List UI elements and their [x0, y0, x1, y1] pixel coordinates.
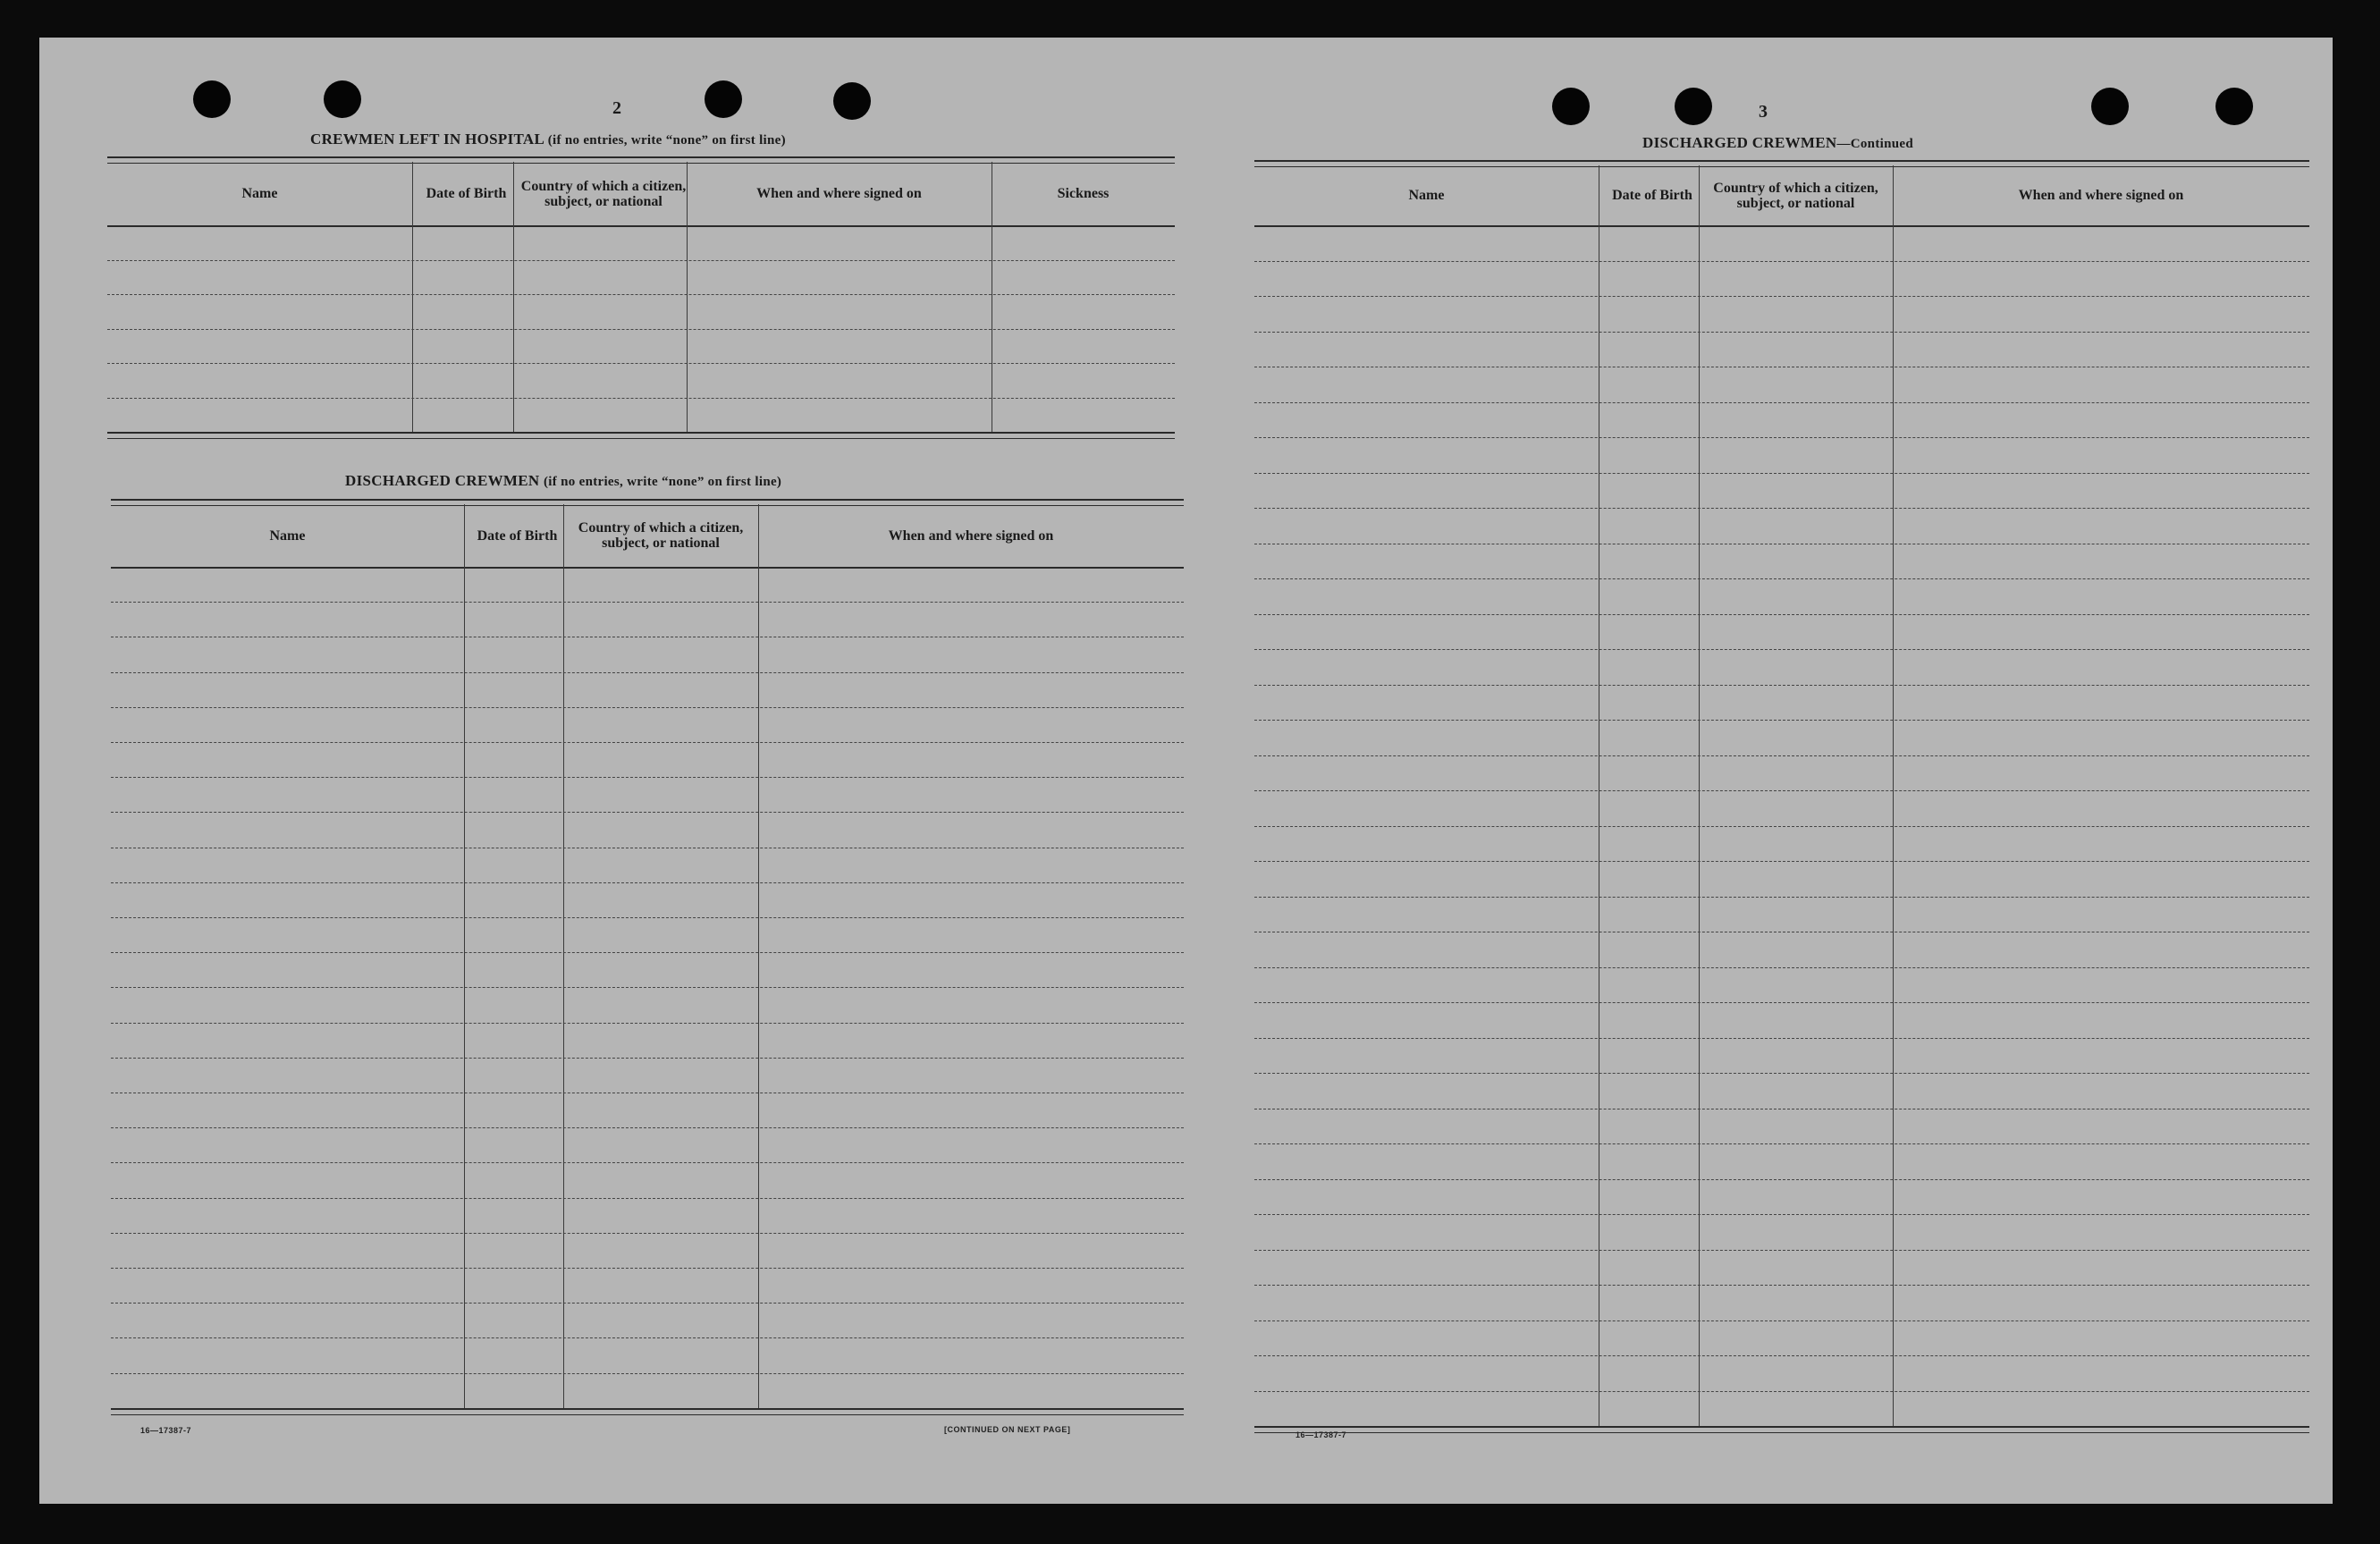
- table-row: [111, 812, 1184, 813]
- table-row: [107, 329, 1175, 330]
- discharged-title-text: DISCHARGED CREWMEN: [345, 472, 540, 489]
- punch-hole: [324, 80, 361, 118]
- table-row: [1254, 473, 2309, 474]
- table-row: [111, 1127, 1184, 1128]
- continued-note: [CONTINUED ON NEXT PAGE]: [944, 1425, 1071, 1434]
- discharged-section-title: [345, 472, 781, 490]
- punch-hole: [1675, 88, 1712, 125]
- table-row: [1254, 755, 2309, 756]
- discharged-continued-table: [1254, 160, 2309, 1465]
- table-bottom-rule: [1254, 1426, 2309, 1433]
- discharged-continued-title: [1642, 134, 1913, 152]
- table-row: [1254, 1143, 2309, 1144]
- table-row: [1254, 720, 2309, 721]
- column-header: Country of which a citizen, subject, or national: [578, 520, 744, 551]
- table-bottom-rule: [111, 1408, 1184, 1415]
- table-header-rule: [111, 567, 1184, 569]
- table-row: [111, 1233, 1184, 1234]
- punch-hole: [1552, 88, 1590, 125]
- discharged-continued-title-text: DISCHARGED CREWMEN: [1642, 134, 1837, 151]
- table-row: [1254, 578, 2309, 579]
- table-row: [1254, 1285, 2309, 1286]
- table-row: [107, 294, 1175, 295]
- table-row: [111, 1337, 1184, 1338]
- table-row: [1254, 437, 2309, 438]
- table-row: [111, 882, 1184, 883]
- page-number: 3: [1759, 102, 1768, 122]
- table-row: [1254, 826, 2309, 827]
- column-header: Country of which a citizen, subject, or national: [520, 178, 687, 209]
- column-header: Name: [1408, 188, 1445, 203]
- table-row: [1254, 685, 2309, 686]
- table-row: [1254, 1073, 2309, 1074]
- column-header: Date of Birth: [477, 527, 558, 544]
- table-row: [107, 260, 1175, 261]
- table-row: [1254, 1355, 2309, 1356]
- table-row: [111, 742, 1184, 743]
- table-row: [1254, 790, 2309, 791]
- table-row: [1254, 897, 2309, 898]
- table-header-rule: [1254, 225, 2309, 227]
- table-row: [1254, 1214, 2309, 1215]
- column-divider: [1699, 165, 1700, 1426]
- table-row: [1254, 861, 2309, 862]
- table-header-rule: [107, 225, 1175, 227]
- punch-hole: [833, 82, 871, 120]
- hospital-table: [107, 156, 1175, 485]
- form-sheet: [39, 38, 2333, 1504]
- table-row: [111, 1162, 1184, 1163]
- table-row: [111, 952, 1184, 953]
- table-row: [111, 1373, 1184, 1374]
- form-code: 16—17387-7: [1295, 1430, 1347, 1439]
- table-row: [1254, 1002, 2309, 1003]
- table-row: [1254, 614, 2309, 615]
- column-header: When and where signed on: [756, 186, 922, 201]
- table-row: [1254, 1038, 2309, 1039]
- column-divider: [1893, 165, 1894, 1426]
- right-page: [1188, 38, 2333, 1504]
- column-divider: [687, 162, 688, 432]
- column-header: Name: [269, 527, 306, 544]
- column-divider: [563, 504, 564, 1408]
- form-code: 16—17387-7: [140, 1426, 192, 1435]
- page-number: 2: [612, 98, 621, 118]
- column-divider: [412, 162, 413, 432]
- column-header: Date of Birth: [1612, 188, 1692, 203]
- table-bottom-rule: [107, 432, 1175, 439]
- column-header: When and where signed on: [2018, 188, 2184, 203]
- table-row: [107, 363, 1175, 364]
- table-row: [111, 602, 1184, 603]
- column-header: Country of which a citizen, subject, or national: [1713, 180, 1878, 211]
- table-row: [111, 1198, 1184, 1199]
- table-row: [111, 917, 1184, 918]
- table-row: [1254, 296, 2309, 297]
- punch-hole: [2091, 88, 2129, 125]
- table-row: [1254, 649, 2309, 650]
- punch-hole: [193, 80, 231, 118]
- hospital-instruction: (if no entries, write “none” on first line): [547, 133, 786, 148]
- table-row: [1254, 261, 2309, 262]
- hospital-title-text: CREWMEN LEFT IN HOSPITAL: [310, 131, 544, 148]
- table-row: [111, 707, 1184, 708]
- table-row: [111, 1023, 1184, 1024]
- hospital-section-title: [310, 131, 786, 148]
- column-divider: [758, 504, 759, 1408]
- column-header: When and where signed on: [888, 527, 1054, 544]
- table-row: [1254, 1391, 2309, 1392]
- table-row: [1254, 1320, 2309, 1321]
- table-row: [1254, 1250, 2309, 1251]
- table-row: [111, 777, 1184, 778]
- continued-suffix: —Continued: [1836, 137, 1913, 151]
- table-row: [1254, 508, 2309, 509]
- column-divider: [464, 504, 465, 1408]
- table-row: [107, 398, 1175, 399]
- table-row: [1254, 402, 2309, 403]
- table-row: [111, 987, 1184, 988]
- column-header: Sickness: [1057, 186, 1110, 201]
- punch-hole: [2215, 88, 2253, 125]
- table-row: [111, 1303, 1184, 1304]
- discharged-table: [111, 499, 1184, 1455]
- column-header: Date of Birth: [426, 186, 507, 201]
- table-row: [111, 1058, 1184, 1059]
- table-row: [1254, 967, 2309, 968]
- column-divider: [513, 162, 514, 432]
- punch-hole: [705, 80, 742, 118]
- table-row: [111, 672, 1184, 673]
- table-row: [1254, 332, 2309, 333]
- column-header: Name: [241, 186, 278, 201]
- table-row: [111, 1268, 1184, 1269]
- left-page: [39, 38, 1193, 1504]
- discharged-instruction: (if no entries, write “none” on first line): [544, 475, 782, 489]
- table-row: [1254, 1179, 2309, 1180]
